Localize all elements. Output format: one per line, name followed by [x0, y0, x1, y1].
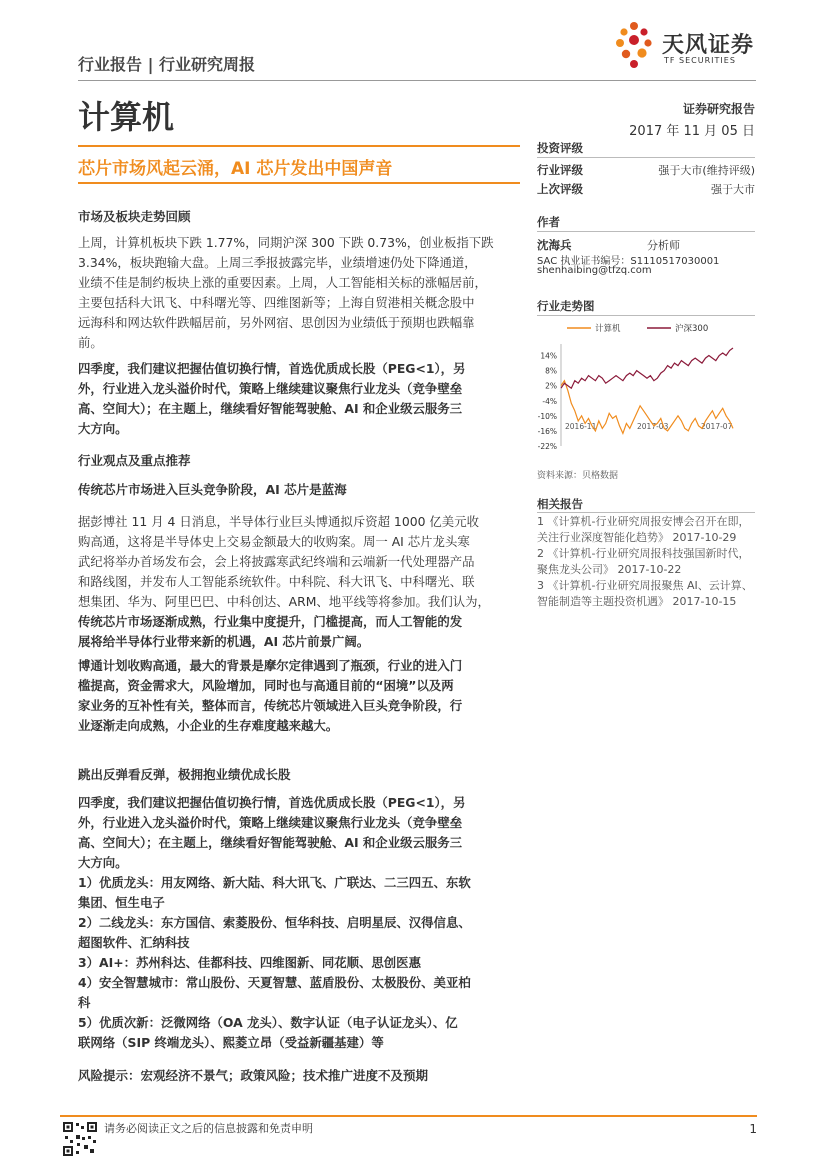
- text-line: 1）优质龙头：用友网络、新大陆、科大讯飞、广联达、二三四五、东软: [78, 875, 471, 890]
- author-role: 分析师: [647, 239, 680, 252]
- paragraph-broadcom: [78, 656, 520, 736]
- text-line: 集团、恒生电子: [78, 895, 165, 910]
- author-name: 沈海兵: [537, 238, 572, 252]
- related-report-link[interactable]: 1 《计算机-行业研究周报安博会召开在即，关注行业深度智能化趋势》 2017-10-29: [537, 515, 750, 544]
- text-line: 据彭博社 11 月 4 日消息，半导体行业巨头博通拟斥资超 1000 亿美元收: [78, 514, 479, 529]
- y-tick-label: -10%: [537, 411, 557, 421]
- prev-rating-value: 强于大市: [711, 183, 755, 196]
- author-sac-number: SAC 执业证书编号：S1110517030001: [537, 256, 720, 267]
- chart-source: 资料来源：贝格数据: [537, 471, 619, 481]
- trend-chart: [537, 318, 757, 460]
- text-line: 3.34%，板块跑输大盘。上周三季报披露完毕，业绩增速仍处下降通道，: [78, 255, 477, 270]
- text-line: 业绩不佳是制约板块上涨的重要因素。上周，人工智能相关标的涨幅居前，: [78, 275, 487, 290]
- logo-text-cn: 天风证券: [662, 33, 755, 58]
- paragraph-strategy: [78, 359, 520, 439]
- sidebar-divider: [537, 231, 755, 232]
- paragraph-market-review: [78, 233, 520, 353]
- text-line: 5）优质次新：泛微网络（OA 龙头）、数字认证（电子认证龙头）、亿: [78, 1015, 458, 1030]
- x-tick-label: 2016-11: [565, 421, 597, 431]
- qr-code-icon: [62, 1121, 98, 1157]
- y-tick-label: 8%: [545, 366, 557, 376]
- section-market-review-title: 市场及板块走势回顾: [78, 209, 191, 224]
- tf-securities-logo: [612, 20, 762, 72]
- rating-value: 强于大市(维持评级): [658, 164, 755, 177]
- text-line: 主要包括科大讯飞、中科曙光等、四维图新等；上海自贸港相关概念股中: [78, 295, 475, 310]
- text-line: 购高通，这将是半导体史上交易金额最大的收购案。周一 AI 芯片龙头寒: [78, 534, 470, 549]
- headline-rule-top: [78, 145, 520, 147]
- text-line: 武纪将举办首场发布会，会上将披露寒武纪终端和云端新一代处理器产品: [78, 554, 475, 569]
- text-line: 高、空间大）；在主题上，继续看好智能驾驶舱、AI 和企业级云服务三: [78, 835, 463, 850]
- text-line: 超图软件、汇纳科技: [78, 935, 190, 950]
- text-line: 远海科和网达软件跌幅居前，另外网宿、思创因为业绩低于预期也跌幅靠: [78, 315, 475, 330]
- subsection-growth-title: 跳出反弹看反弹，极拥抱业绩优成长股: [78, 767, 291, 782]
- text-line: 前。: [78, 335, 103, 350]
- y-tick-label: -4%: [542, 396, 557, 406]
- y-tick-label: 14%: [540, 351, 557, 361]
- related-report-link[interactable]: 2 《计算机-行业研究周报科技强国新时代，聚焦龙头公司》 2017-10-22: [537, 547, 750, 576]
- risk-warning: 风险提示：宏观经济不景气；政策风险；技术推广进度不及预期: [78, 1068, 429, 1083]
- related-report-link[interactable]: 3 《计算机-行业研究周报聚焦 AI、云计算、智能制造等主题投资机遇》 2017-10-15: [537, 579, 753, 608]
- text-line: 四季度，我们建议把握估值切换行情，首选优质成长股（PEG<1），另: [78, 795, 466, 810]
- text-line: 博通计划收购高通，最大的背景是摩尔定律遇到了瓶颈，行业的进入门: [78, 658, 463, 673]
- paragraph-recommendations: [78, 793, 520, 1053]
- sidebar-divider: [537, 512, 755, 513]
- text-line: 上周，计算机板块下跌 1.77%，同期沪深 300 下跌 0.73%，创业板指下跌: [78, 235, 494, 250]
- text-line: 外，行业进入龙头溢价时代，策略上继续建议聚焦行业龙头（竞争壁垒: [78, 815, 463, 830]
- page-number: 1: [749, 1122, 757, 1136]
- text-line: 想集团、华为、阿里巴巴、中科创达、ARM、地平线等将参加。我们认为，: [78, 594, 490, 609]
- text-line: 和路线图，并发布人工智能系统软件。中科院、科大讯飞、中科曙光、联: [78, 574, 475, 589]
- text-line: 四季度，我们建议把握估值切换行情，首选优质成长股（PEG<1），另: [78, 361, 466, 376]
- header-divider: [78, 80, 756, 81]
- text-line: 传统芯片市场逐渐成熟，行业集中度提升，门槛提高，而人工智能的发: [78, 614, 463, 629]
- text-line: 2）二线龙头：东方国信、索菱股份、恒华科技、启明星辰、汉得信息、: [78, 915, 471, 930]
- text-line: 大方向。: [78, 421, 128, 436]
- text-line: 4）安全智慧城市：常山股份、天夏智慧、蓝盾股份、太极股份、美亚柏: [78, 975, 471, 990]
- legend-label: 计算机: [595, 324, 621, 334]
- logo-text-en: TF SECURITIES: [664, 56, 736, 65]
- headline-rule-bottom: [78, 182, 520, 184]
- y-tick-label: -22%: [537, 442, 557, 451]
- related-reports-list: [537, 514, 755, 610]
- series-line: [561, 348, 733, 388]
- rating-title: 投资评级: [537, 141, 583, 155]
- report-label: 证券研究报告: [682, 102, 755, 116]
- sector-title: 计算机: [78, 98, 175, 136]
- text-line: 科: [78, 995, 91, 1010]
- text-line: 大方向。: [78, 855, 128, 870]
- headline: 芯片市场风起云涌，AI 芯片发出中国声音: [78, 159, 393, 179]
- text-line: 槛提高，资金需求大，风险增加，同时也与高通目前的“困境”以及两: [78, 678, 454, 693]
- legend-label: 沪深300: [675, 324, 709, 334]
- chart-title: 行业走势图: [537, 299, 595, 313]
- text-line: 展将给半导体行业带来新的机遇，AI 芯片前景广阔。: [78, 634, 370, 649]
- sidebar-divider: [537, 315, 755, 316]
- y-tick-label: -16%: [537, 426, 557, 436]
- x-tick-label: 2017-07: [701, 421, 733, 431]
- text-line: 家业务的互补性有关，整体而言，传统芯片领域进入巨头竞争阶段，行: [78, 698, 463, 713]
- rating-label: 行业评级: [537, 163, 583, 177]
- report-date: 2017 年 11 月 05 日: [629, 124, 755, 139]
- text-line: 业逐渐走向成熟，小企业的生存难度越来越大。: [78, 718, 339, 733]
- related-reports-title: 相关报告: [537, 497, 583, 511]
- text-line: 联网络（SIP 终端龙头）、熙菱立昂（受益新疆基建）等: [78, 1035, 384, 1050]
- text-line: 外，行业进入龙头溢价时代，策略上继续建议聚焦行业龙头（竞争壁垒: [78, 381, 463, 396]
- author-email[interactable]: shenhaibing@tfzq.com: [537, 265, 652, 276]
- text-line: 高、空间大）；在主题上，继续看好智能驾驶舱、AI 和企业级云服务三: [78, 401, 463, 416]
- text-line: 3）AI+：苏州科达、佳都科技、四维图新、同花顺、思创医惠: [78, 955, 421, 970]
- footer-disclaimer: 请务必阅读正文之后的信息披露和免责申明: [104, 1122, 313, 1135]
- logo-mark-icon: [612, 20, 658, 70]
- subsection-chip-title: 传统芯片市场进入巨头竞争阶段，AI 芯片是蓝海: [78, 482, 347, 497]
- y-tick-label: 2%: [545, 381, 557, 391]
- footer-rule: [60, 1115, 757, 1117]
- paragraph-chip-news: [78, 512, 520, 652]
- prev-rating-label: 上次评级: [537, 182, 583, 196]
- author-title: 作者: [537, 215, 560, 229]
- report-type: 行业报告 | 行业研究周报: [78, 55, 255, 74]
- sidebar-divider: [537, 157, 755, 158]
- section-views-title: 行业观点及重点推荐: [78, 453, 191, 468]
- x-tick-label: 2017-03: [637, 421, 669, 431]
